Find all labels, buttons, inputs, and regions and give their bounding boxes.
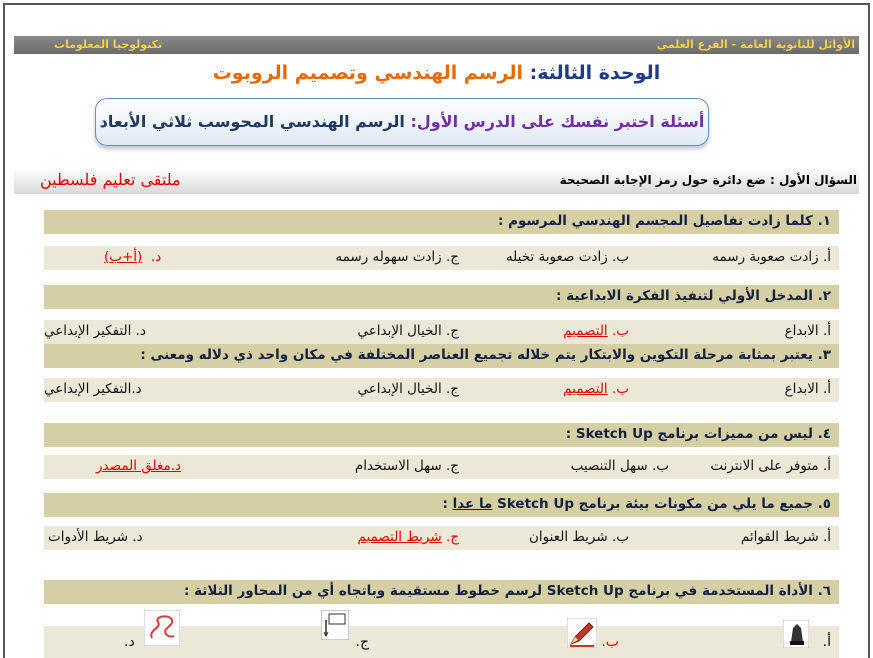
q4-option-c[interactable]: ج. سهل الاستخدام xyxy=(354,458,459,474)
q3-option-d[interactable]: د.التفكير الإبداعي xyxy=(44,381,142,397)
q4-option-b[interactable]: ب. سهل التنصيب xyxy=(570,458,669,474)
question-1 xyxy=(44,210,839,234)
forum-watermark: ملتقى تعليم فلسطين xyxy=(40,170,181,189)
question-3-text: ٣. يعتبر بمثابة مرحلة التكوين والابتكار يتم خلاله تجميع العناصر المختلفة في مكان واحد ذي دلاله ومعنى : xyxy=(140,347,831,363)
header-bar xyxy=(14,36,859,54)
q6-option-a-label: أ. xyxy=(822,634,831,650)
q5-option-b[interactable]: ب. شريط العنوان xyxy=(528,529,629,545)
question-3 xyxy=(44,344,839,368)
answers-2 xyxy=(44,320,839,344)
question-5-text-end: : xyxy=(442,496,453,512)
question-1-text: ١. كلما زادت تفاصيل المجسم الهندسي المرسوم : xyxy=(498,213,831,229)
pencil-line-tool-icon xyxy=(567,618,597,648)
q1-option-b[interactable]: ب. زادت صعوبة تخيله xyxy=(505,249,629,265)
q6-option-b[interactable] xyxy=(601,634,619,650)
q2-option-b-text: التصميم xyxy=(563,323,608,339)
unit-title xyxy=(0,62,873,84)
q6-option-d-label: د. xyxy=(124,634,135,650)
lesson-prefix: أسئلة اختبر نفسك على الدرس الأول: xyxy=(410,112,705,131)
header-school: الأوائل للثانوية العامة - الفرع العلمي xyxy=(656,38,855,51)
q1-option-d-text: (أ+ب) xyxy=(104,249,143,265)
question-instruction: السؤال الأول : ضع دائرة حول رمز الإجابة الصحيحة xyxy=(559,173,857,187)
question-5-text xyxy=(443,496,832,512)
q1-option-c[interactable]: ج. زادت سهوله رسمه xyxy=(335,249,459,265)
q1-option-a[interactable]: أ. زادت صعوبة رسمه xyxy=(712,249,831,265)
q3-option-b-label: ب. xyxy=(611,381,629,397)
q2-option-b-label: ب. xyxy=(611,323,629,339)
question-5 xyxy=(44,493,839,517)
q1-option-d[interactable] xyxy=(104,249,161,265)
q1-option-d-label: د. xyxy=(150,249,162,265)
answers-3 xyxy=(44,378,839,402)
q5-option-c-text: شريط التصميم xyxy=(357,529,442,545)
q2-option-a[interactable]: أ. الابداع xyxy=(784,323,831,339)
answers-5 xyxy=(44,526,839,550)
lesson-title: الرسم الهندسي المحوسب ثلاثي الأبعاد xyxy=(99,112,411,131)
text-tool-icon xyxy=(321,610,349,640)
question-5-text-main: ٥. جميع ما يلي من مكونات بيئة برنامج Sketch Up xyxy=(492,496,831,512)
q3-option-b[interactable] xyxy=(563,381,629,397)
q5-option-c[interactable] xyxy=(358,529,459,545)
question-4-text: ٤. ليس من مميزات برنامج Sketch Up : xyxy=(565,426,831,442)
q5-option-c-label: ج. xyxy=(445,529,459,545)
q6-option-d[interactable] xyxy=(124,634,135,650)
q5-option-d[interactable]: د. شريط الأدوات xyxy=(48,529,143,545)
q6-option-a[interactable] xyxy=(823,634,831,650)
question-header xyxy=(14,168,859,194)
q3-option-c[interactable]: ج. الخيال الإبداعي xyxy=(357,381,459,397)
answers-4 xyxy=(44,455,839,479)
q6-option-b-label: ب. xyxy=(601,634,619,650)
freehand-tool-icon[interactable] xyxy=(144,610,180,646)
q2-option-b[interactable] xyxy=(563,323,629,339)
q4-option-d[interactable]: د.مغلق المصدر xyxy=(96,458,182,474)
q6-option-c[interactable] xyxy=(356,634,370,650)
q2-option-c[interactable]: ج. الخيال الإبداعي xyxy=(357,323,459,339)
question-5-text-except: ما عدا xyxy=(452,496,493,512)
q3-option-a[interactable]: أ. الابداع xyxy=(784,381,831,397)
answers-6 xyxy=(44,626,839,658)
q6-option-c-label: ج. xyxy=(355,634,369,650)
q2-option-d[interactable]: د. التفكير الإبداعي xyxy=(44,323,146,339)
answers-1 xyxy=(44,246,839,270)
q5-option-a[interactable]: أ. شريط القوائم xyxy=(740,529,831,545)
lesson-box xyxy=(95,98,709,146)
unit-prefix: الوحدة الثالثة: xyxy=(529,62,661,84)
question-2-text: ٢. المدخل الأولي لتنفيذ الفكرة الابداعية : xyxy=(556,288,831,304)
unit-name: الرسم الهندسي وتصميم الروبوت xyxy=(212,62,530,84)
header-subject: تكنولوجيا المعلومات xyxy=(54,38,163,51)
question-6 xyxy=(44,580,839,604)
question-4 xyxy=(44,423,839,447)
question-2 xyxy=(44,285,839,309)
question-6-text: ٦. الأداة المستخدمة في برنامج Sketch Up لرسم خطوط مستقيمة وباتجاه أي من المحاور الثلاثة : xyxy=(184,583,831,599)
q4-option-a[interactable]: أ. متوفر على الانترنت xyxy=(710,458,831,474)
q3-option-b-text: التصميم xyxy=(563,381,608,397)
eraser-tool-icon xyxy=(783,620,809,648)
